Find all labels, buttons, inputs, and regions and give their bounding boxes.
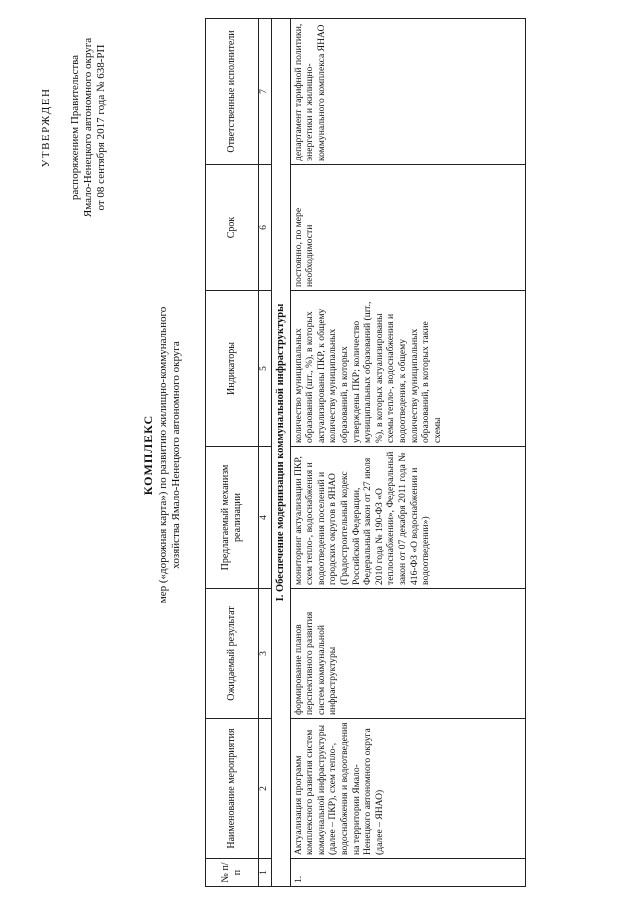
section-row — [272, 19, 291, 887]
cell-name: Актуализация программ комплексного развития систем коммунальной инфраструктуры (далее – ПКР), схем тепло-, водоснабжения и водоотведения на территории Ямало-Ненецкого автономного округа (далее – ЯНАО) — [290, 719, 525, 859]
header-responsible: Ответственные исполнители — [206, 19, 259, 165]
header-mechanism: Предлагаемый механизм реализации — [206, 447, 259, 589]
cell-responsible: департамент тарифной политики, энергетики и жилищно-коммунального комплекса ЯНАО — [290, 19, 525, 165]
measures-table — [205, 18, 526, 887]
cell-mechanism: мониторинг актуализации ПКР, схем тепло-, водоснабжения и водоотведения поселений и городских округов в ЯНАО (Градостроительный кодекс Российской Федерации, Федеральный закон от 27 июля 2010 года № 190-ФЗ «О теплоснабжении», Федеральный закон от 07 декабря 2011 года № 416-ФЗ «О водоснабжении и водоотведении») — [290, 447, 525, 589]
document-subtitle-2: хозяйства Ямало-Ненецкого автономного округа — [170, 341, 182, 569]
header-result: Ожидаемый результат — [206, 589, 259, 719]
approval-block — [40, 25, 108, 230]
column-number-row — [259, 19, 272, 887]
document-title: КОМПЛЕКС — [141, 414, 155, 496]
table-row — [290, 19, 525, 887]
header-row — [206, 19, 259, 887]
column-number: 5 — [259, 291, 272, 447]
approval-line-2: Ямало-Ненецкого автономного округа — [82, 37, 94, 218]
section-title: I. Обеспечение модернизации коммунальной инфраструктуры — [272, 19, 291, 887]
column-number: 4 — [259, 447, 272, 589]
title-block — [142, 155, 183, 755]
cell-num: 1. — [290, 859, 525, 887]
cell-result: формирование планов перспективного развития систем коммунальной инфраструктуры — [290, 589, 525, 719]
approval-line-3: от 08 сентября 2017 года № 638-РП — [95, 44, 107, 211]
cell-term: постоянно, по мере необходимости — [290, 165, 525, 291]
column-number: 2 — [259, 719, 272, 859]
approval-line-1: распоряжением Правительства — [69, 54, 81, 201]
column-number: 7 — [259, 19, 272, 165]
document-subtitle-1: мер («дорожная карта») по развитию жилищно-коммунального — [157, 306, 169, 604]
approval-stamp: УТВЕРЖДЕН — [40, 87, 52, 168]
header-indicators: Индикаторы — [206, 291, 259, 447]
column-number: 3 — [259, 589, 272, 719]
header-num: № п/п — [206, 859, 259, 887]
column-number: 1 — [259, 859, 272, 887]
cell-indicators: количество муниципальных образований (шт., %), в которых актуализированы ПКР, к общему количеству муниципальных образований, в которых утверждены ПКР; количество муниципальных образований (шт., %), в которых актуализированы схемы тепло-, водоснабжения и водоотведения, к общему количеству муниципальных образований, в которых такие схемы — [290, 291, 525, 447]
header-term: Срок — [206, 165, 259, 291]
header-name: Наименование мероприятия — [206, 719, 259, 859]
column-number: 6 — [259, 165, 272, 291]
